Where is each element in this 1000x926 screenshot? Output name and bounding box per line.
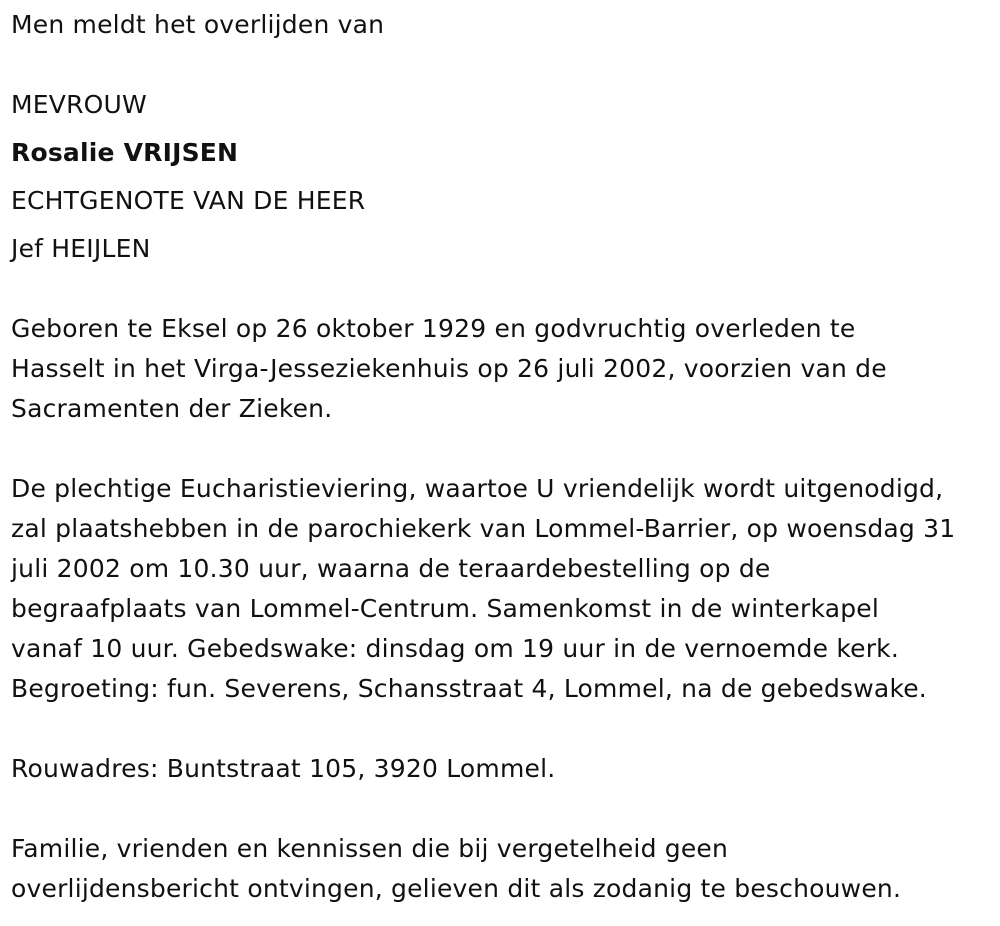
ceremony-paragraph — [11, 469, 996, 709]
paragraph-line: begraafplaats van Lommel-Centrum. Samenkomst in de winterkapel — [11, 594, 880, 623]
paragraph-line: zal plaatshebben in de parochiekerk van Lommel-Barrier, op woensdag 31 — [11, 514, 956, 543]
birth-death-paragraph — [11, 309, 996, 429]
paragraph-line: Sacramenten der Zieken. — [11, 394, 333, 423]
paragraph-line: vanaf 10 uur. Gebedswake: dinsdag om 19 uur in de vernoemde kerk. — [11, 634, 899, 663]
paragraph-line: De plechtige Eucharistieviering, waartoe U vriendelijk wordt uitgenodigd, — [11, 474, 944, 503]
paragraph-line: Hasselt in het Virga-Jesseziekenhuis op 26 juli 2002, voorzien van de — [11, 354, 887, 383]
paragraph-line: juli 2002 om 10.30 uur, waarna de teraardebestelling op de — [11, 554, 771, 583]
spouse-intro: ECHTGENOTE VAN DE HEER — [11, 186, 366, 215]
paragraph-line: Familie, vrienden en kennissen die bij vergetelheid geen — [11, 834, 729, 863]
deceased-name: Rosalie VRIJSEN — [11, 138, 239, 167]
closing-paragraph — [11, 829, 996, 909]
paragraph-line: Geboren te Eksel op 26 oktober 1929 en godvruchtig overleden te — [11, 314, 856, 343]
intro-text: Men meldt het overlijden van — [11, 10, 385, 39]
spouse-name: Jef HEIJLEN — [11, 234, 151, 263]
mourning-address: Rouwadres: Buntstraat 105, 3920 Lommel. — [11, 754, 556, 783]
paragraph-line: Begroeting: fun. Severens, Schansstraat 4, Lommel, na de gebedswake. — [11, 674, 927, 703]
salutation: MEVROUW — [11, 90, 147, 119]
paragraph-line: overlijdensbericht ontvingen, gelieven dit als zodanig te beschouwen. — [11, 874, 902, 903]
